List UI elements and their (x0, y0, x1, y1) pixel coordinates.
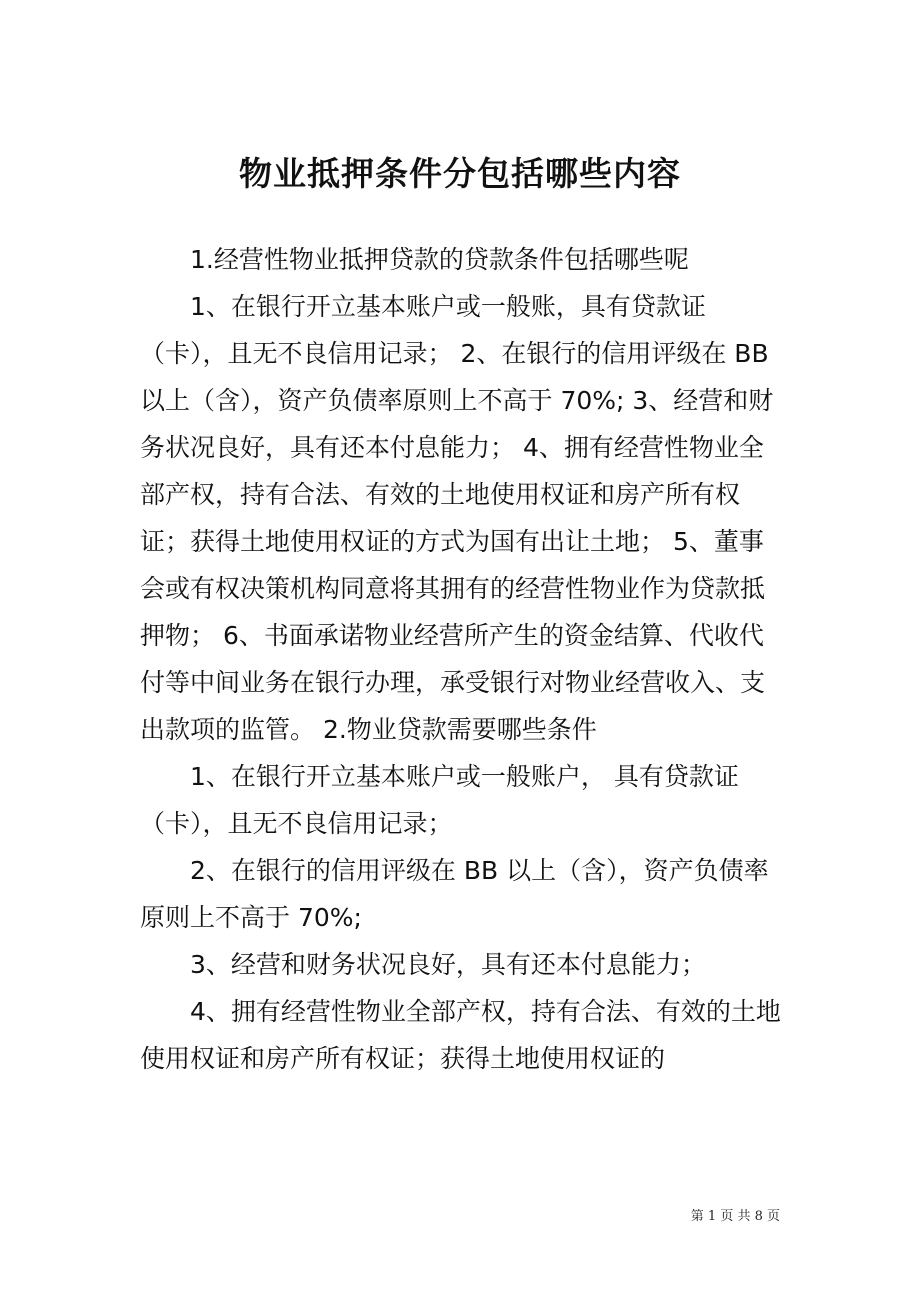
page-number-footer: 第 1 页 共 8 页 (690, 1209, 780, 1224)
paragraph-4: 2、在银行的信用评级在 BB 以上（含），资产负债率原则上不高于 70%; (140, 856, 769, 932)
document-body (140, 236, 785, 1082)
document-title: 物业抵押条件分包括哪些内容 (239, 154, 681, 194)
paragraph-3: 1、在银行开立基本账户或一般账户， 具有贷款证（卡），且无不良信用记录； (140, 762, 739, 838)
paragraph-1: 1.经营性物业抵押贷款的贷款条件包括哪些呢 (190, 245, 689, 274)
paragraph-5: 3、经营和财务状况良好，具有还本付息能力； (190, 950, 706, 979)
paragraph-2: 1、在银行开立基本账户或一般账，具有贷款证（卡），且无不良信用记录； 2、在银行的信用评级在 BB 以上（含），资产负债率原则上不高于 70%; 3、经营和财务状况良好，具有还本付息能力； 4、拥有经营性物业全部产权，持有合法、有效的土地使用权证和房产所有权证；获得土地使用权证的方式为国有出让土地； 5、董事会或有权决策机构同意将其拥有的经营性物业作为贷款抵押物； 6、书面承诺物业经营所产生的资金结算、代收代付等中间业务在银行办理，承受银行对物业经营收入、支出款项的监管。 2.物业贷款需要哪些条件 (140, 292, 774, 744)
paragraph-6: 4、拥有经营性物业全部产权，持有合法、有效的土地使用权证和房产所有权证；获得土地使用权证的 (140, 997, 781, 1073)
